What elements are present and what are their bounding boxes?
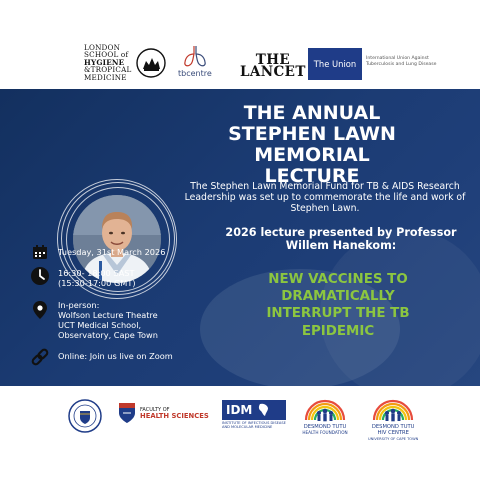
lungs-icon: [180, 44, 210, 68]
faculty-line: FACULTY OF: [140, 407, 170, 413]
event-venue: [58, 300, 158, 340]
lecture-title-line: DRAMATICALLY: [281, 289, 395, 305]
union-desc-line: International Union Against: [366, 56, 429, 61]
lshtm-line: HYGIENE: [84, 57, 125, 67]
dt-line: DESMOND TUTU: [303, 424, 347, 430]
dt-foundation-wordmark: [302, 424, 347, 436]
time-line: (15:30-17:00 GMT): [58, 278, 136, 288]
date-row: [30, 242, 165, 262]
faculty-health-sciences-logo: [118, 402, 209, 424]
event-time: [58, 266, 136, 288]
dt-line: HIV CENTRE: [377, 430, 409, 436]
idm-logo: [222, 400, 286, 429]
lancet-logo: [240, 54, 306, 78]
lshtm-line: SCHOOL of: [84, 50, 129, 60]
desmond-tutu-hiv-centre-logo: [368, 396, 418, 442]
the-union-logo: [308, 48, 362, 80]
dt-sub-line: UNIVERSITY OF CAPE TOWN: [368, 437, 419, 441]
dt-line: DESMOND TUTU: [371, 424, 415, 430]
uct-seal-logo: [67, 398, 103, 434]
venue-line: Wolfson Lecture Theatre: [58, 310, 158, 320]
dt-hiv-wordmark: [368, 424, 418, 442]
lancet-line: LANCET: [240, 64, 306, 80]
idm-box: [222, 400, 286, 420]
lecture-title-line: INTERRUPT THE TB: [266, 306, 410, 322]
fund-description: The Stephen Lawn Memorial Fund for TB & AIDS Research Leadership was set up to commemorate the life and work of Stephen Lawn.: [184, 181, 466, 215]
venue-line: Observatory, Cape Town: [58, 330, 158, 340]
union-wordmark: The Union: [313, 59, 357, 69]
link-icon: [30, 347, 50, 367]
venue-line: UCT Medical School,: [58, 320, 142, 330]
shield-icon: [118, 402, 136, 424]
rainbow-people-icon: [368, 396, 418, 424]
lancet-line: THE: [255, 52, 291, 68]
event-online: Online: Join us live on Zoom: [58, 351, 173, 361]
rainbow-people-icon: [300, 396, 350, 424]
lecture-title: [228, 271, 448, 340]
desmond-tutu-health-foundation-logo: [300, 396, 350, 436]
clock-icon: [30, 266, 50, 286]
faculty-line: HEALTH SCIENCES: [140, 412, 209, 420]
title-line: MEMORIAL LECTURE: [254, 144, 370, 187]
venue-line: In-person:: [58, 300, 100, 310]
lshtm-crest-icon: [135, 47, 167, 79]
union-description: [366, 56, 476, 68]
idm-description: INSTITUTE OF INFECTIOUS DISEASE AND MOLECULAR MEDICINE: [222, 421, 286, 430]
venue-row: [30, 300, 158, 340]
title-line: STEPHEN LAWN: [228, 123, 396, 145]
event-date: Tuesday, 31st March 2026: [58, 247, 166, 257]
tbcentre-wordmark: tbcentre: [178, 69, 212, 78]
time-line: 16:30- 18:00 SAST: [58, 268, 135, 278]
idm-wordmark: IDM: [226, 403, 253, 417]
union-desc-line: Tuberculosis and Lung Disease: [366, 62, 437, 67]
lshtm-wordmark: [84, 44, 131, 81]
faculty-wordmark: [140, 407, 209, 419]
africa-icon: [256, 402, 272, 418]
lshtm-line: MEDICINE: [84, 72, 127, 82]
presenter-line: 2026 lecture presented by Professor Willem Hanekom:: [225, 226, 457, 253]
online-row: [30, 347, 173, 367]
lecture-title-line: NEW VACCINES TO: [268, 272, 408, 287]
event-title: [212, 103, 412, 187]
location-pin-icon: [30, 300, 50, 320]
title-line: THE ANNUAL: [243, 102, 381, 124]
uct-seal-icon: [67, 398, 103, 434]
lshtm-line: LONDON: [84, 43, 121, 52]
tbcentre-logo: [178, 44, 212, 78]
calendar-icon: [30, 242, 50, 262]
dt-line: HEALTH FOUNDATION: [302, 430, 348, 435]
time-row: [30, 266, 136, 288]
lshtm-logo: [84, 44, 167, 81]
lecture-title-line: EPIDEMIC: [301, 323, 375, 339]
lshtm-line: &TROPICAL: [84, 65, 132, 75]
